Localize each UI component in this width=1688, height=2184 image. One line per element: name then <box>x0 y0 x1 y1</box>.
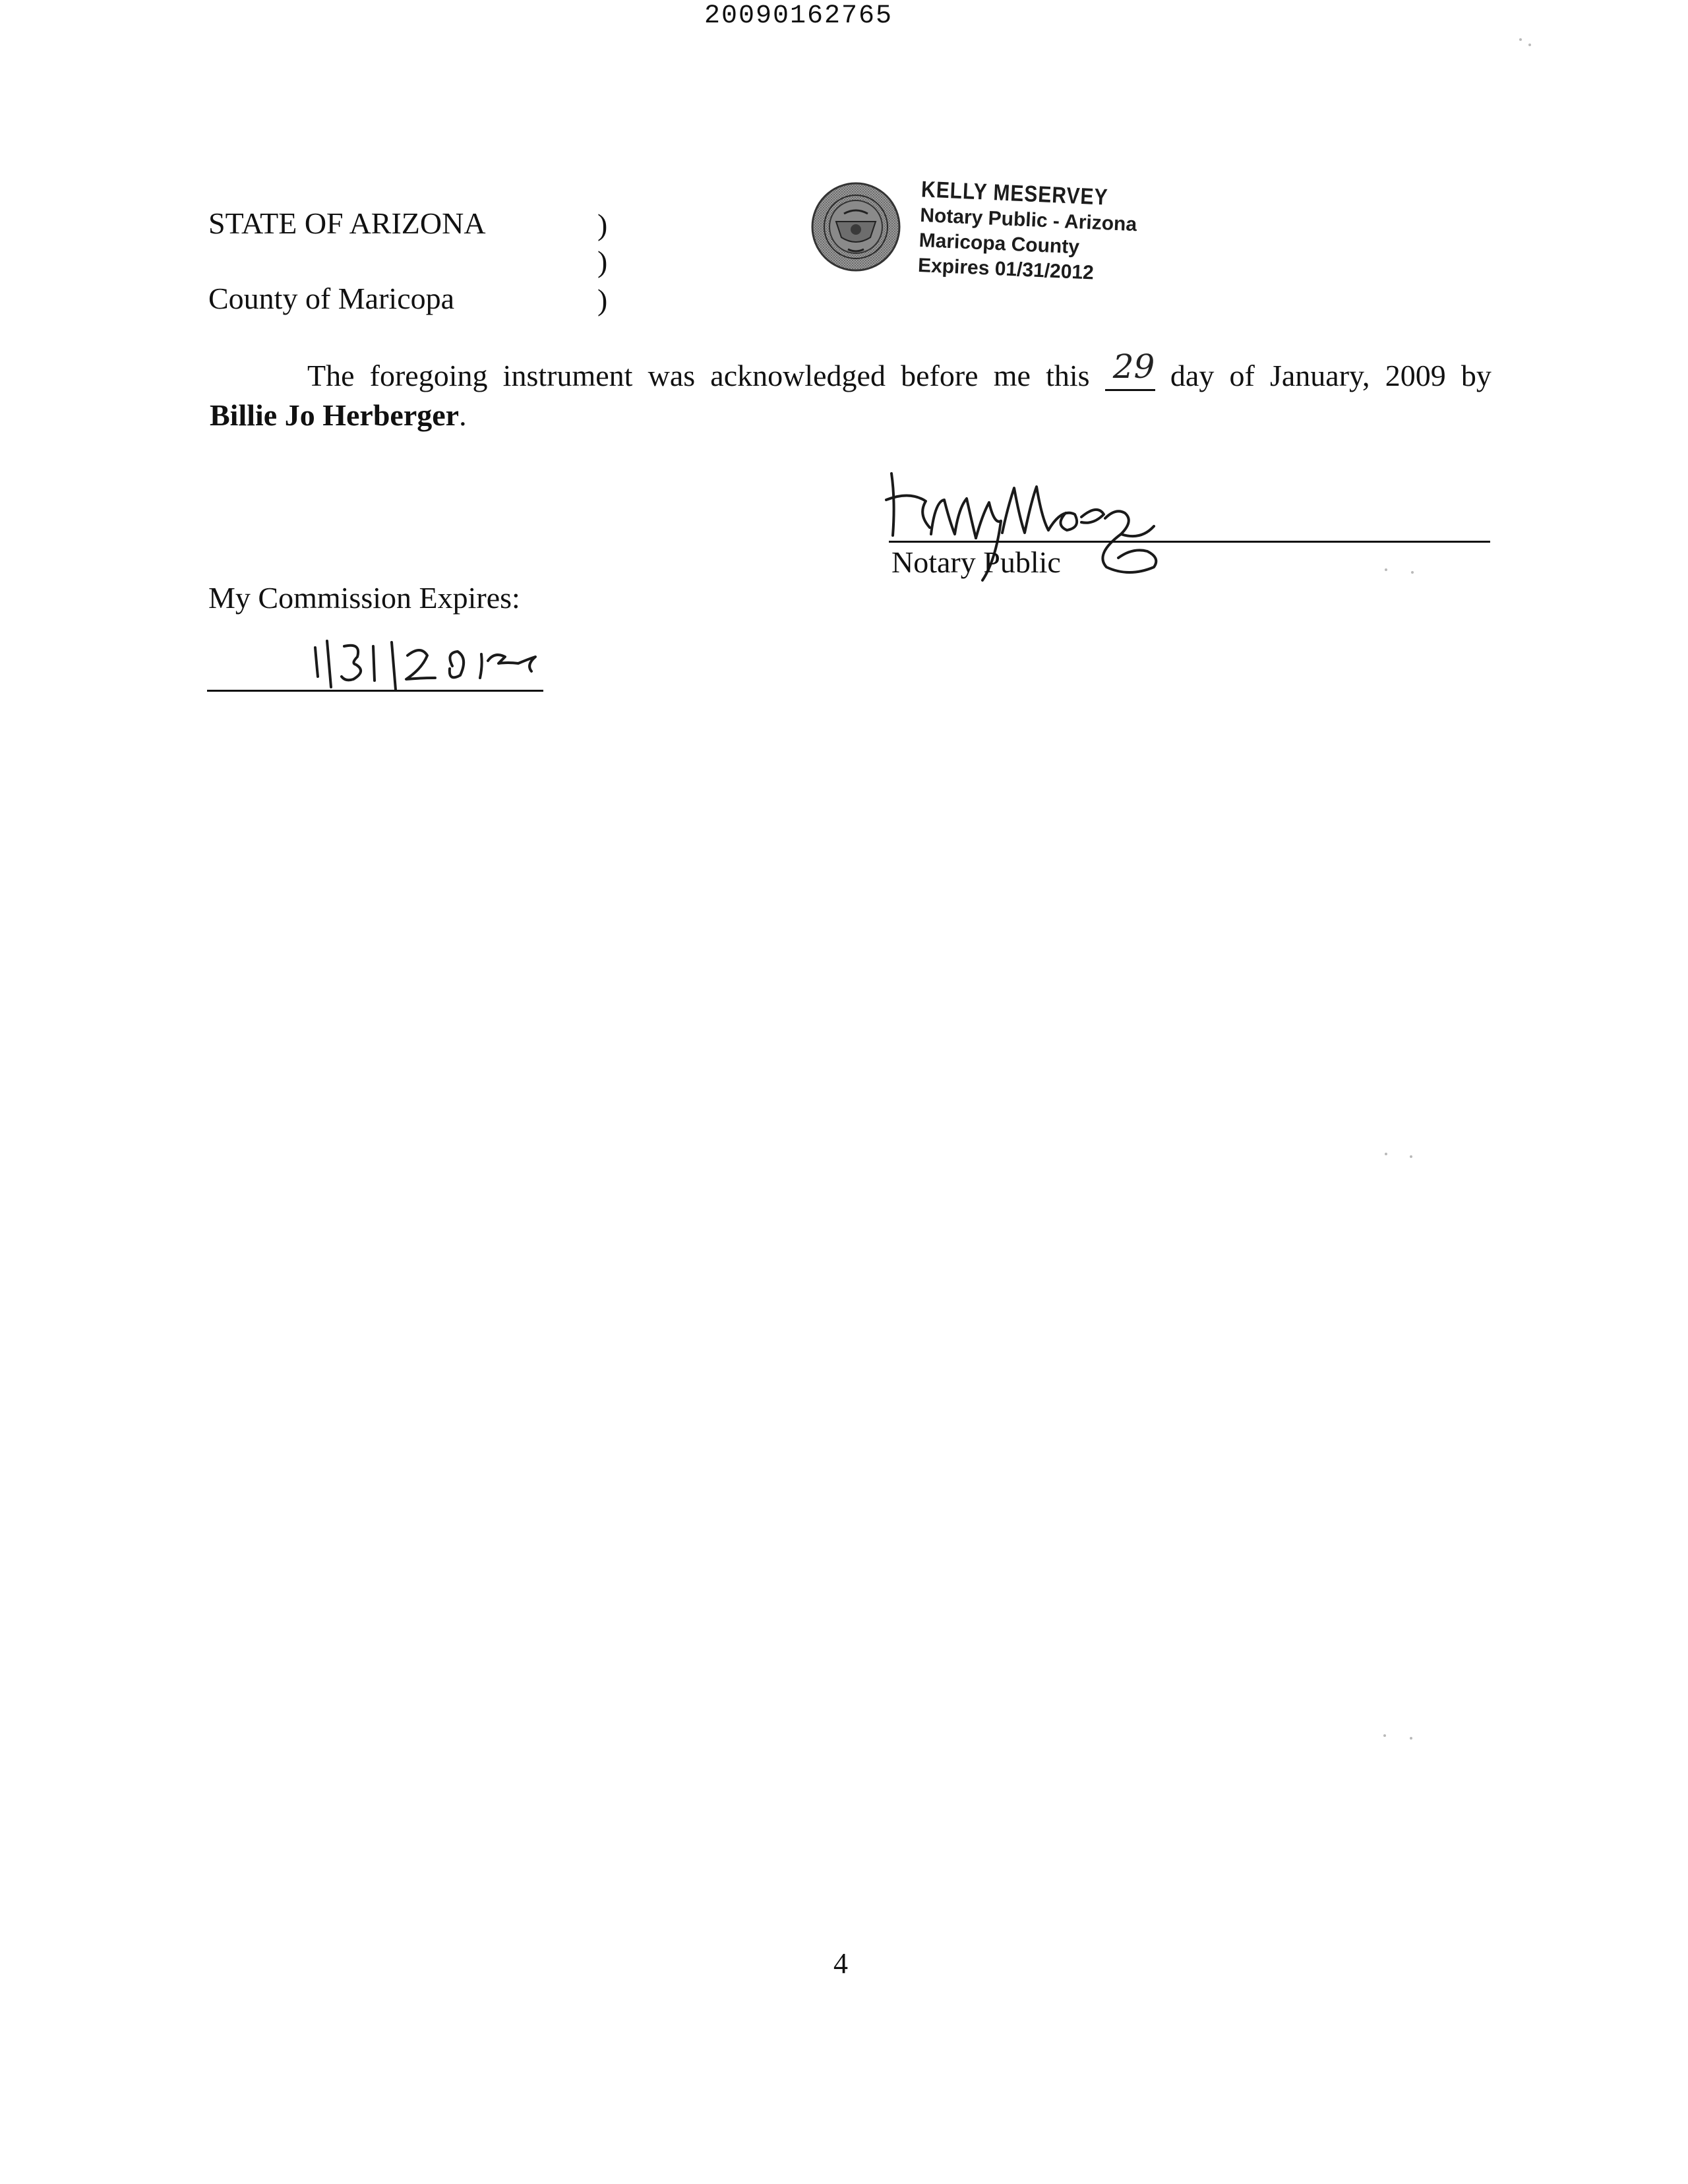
scan-speck <box>1528 44 1531 46</box>
stamp-notary-title: Notary Public - Arizona <box>919 204 1137 236</box>
notary-seal-icon <box>810 181 902 273</box>
handwritten-day: 29 <box>1112 348 1155 386</box>
ack-word: foregoing <box>369 359 488 392</box>
signature-line <box>889 541 1490 543</box>
notary-stamp-text <box>917 177 1138 288</box>
handwritten-commission-date <box>310 637 587 690</box>
scan-speck <box>1385 1153 1387 1155</box>
scan-speck <box>1410 1737 1412 1740</box>
ack-word: instrument <box>502 359 633 392</box>
day-blank <box>1105 348 1155 391</box>
ack-word: 2009 <box>1385 359 1446 392</box>
venue-county: County of Maricopa <box>208 282 455 315</box>
venue-state: STATE OF ARIZONA <box>208 206 486 240</box>
recording-number: 20090162765 <box>704 1 893 31</box>
venue-paren-3: ) <box>597 283 608 317</box>
ack-word: January, <box>1269 359 1370 392</box>
commission-expires-label: My Commission Expires: <box>208 581 520 615</box>
ack-word: of <box>1229 359 1255 392</box>
venue-paren-2: ) <box>597 245 608 278</box>
stamp-notary-county: Maricopa County <box>919 229 1080 258</box>
acknowledgment-line-1 <box>210 348 1492 396</box>
ack-word: was <box>648 359 696 392</box>
signer-period: . <box>459 398 467 432</box>
acknowledgment-paragraph <box>210 348 1492 435</box>
scan-speck <box>1410 1155 1412 1158</box>
venue-paren-1: ) <box>597 208 608 241</box>
acknowledgment-line-2 <box>210 396 1492 435</box>
ack-word: The <box>307 359 355 392</box>
ack-word: by <box>1461 359 1492 392</box>
notary-public-label: Notary Public <box>891 545 1061 579</box>
scan-speck <box>1411 571 1414 574</box>
ack-word: this <box>1046 359 1090 392</box>
ack-word: acknowledged <box>710 359 886 392</box>
ack-word: me <box>993 359 1031 392</box>
ack-word: day <box>1170 359 1215 392</box>
notary-stamp <box>810 177 1153 289</box>
stamp-notary-expires: Expires 01/31/2012 <box>917 254 1095 284</box>
signer-name: Billie Jo Herberger <box>210 398 460 432</box>
commission-date-line <box>207 690 543 692</box>
scan-speck <box>1385 568 1387 571</box>
scan-speck <box>1519 38 1522 41</box>
ack-word: before <box>901 359 979 392</box>
scan-speck <box>1383 1734 1386 1737</box>
stamp-notary-name: KELLY MESERVEY <box>920 177 1109 210</box>
page-number: 4 <box>833 1947 848 1980</box>
